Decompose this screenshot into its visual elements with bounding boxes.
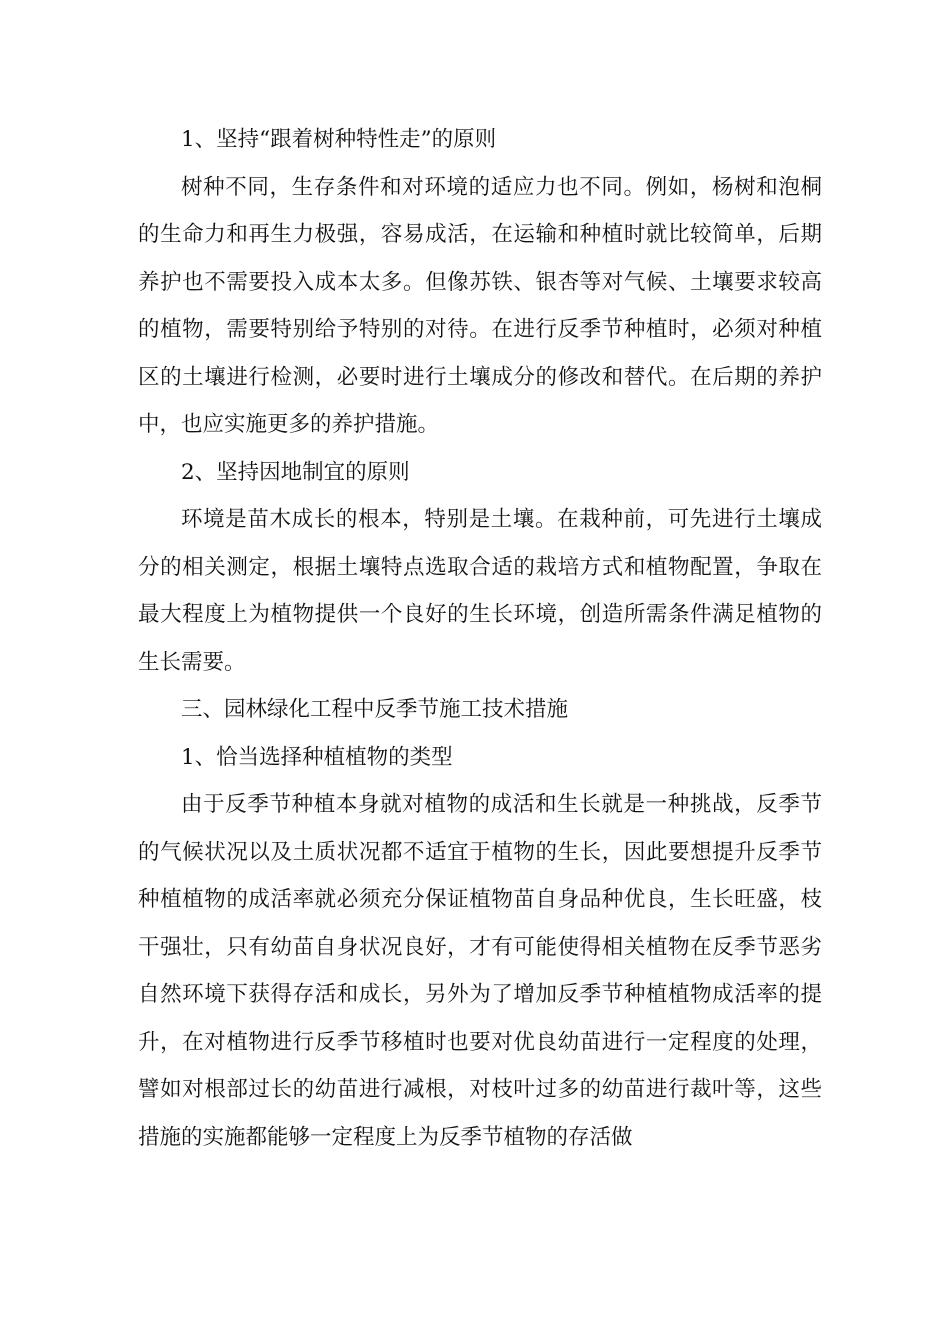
body-paragraph-1: 树种不同，生存条件和对环境的适应力也不同。例如，杨树和泡桐的生命力和再生力极强，容易成活，在运输和种植时就比较简单，后期养护也不需要投入成本太多。但像苏铁、银杏等对气候、土壤要求较高的植物，需要特别给予特别的对待。在进行反季节种植时，必须对种植区的土壤进行检测，必要时进行土壤成分的修改和替代。在后期的养护中，也应实施更多的养护措施。 [138,174,822,437]
section-heading-1: 1、坚持“跟着树种特性走”的原则 [181,127,497,152]
body-paragraph-2: 环境是苗木成长的根本，特别是土壤。在栽种前，可先进行土壤成分的相关测定，根据土壤特点选取合适的栽培方式和植物配置，争取在最大程度上为植物提供一个良好的生长环境，创造所需条件满足植物的生长需要。 [138,507,822,675]
body-paragraph-3: 由于反季节种植本身就对植物的成活和生长就是一种挑战，反季节的气候状况以及土质状况都不适宜于植物的生长，因此要想提升反季节种植植物的成活率就必须充分保证植物苗自身品种优良，生长旺盛，枝干强壮，只有幼苗自身状况良好，才有可能使得相关植物在反季节恶劣自然环境下获得存活和成长，另外为了增加反季节种植植物成活率的提升，在对植物进行反季节移植时也要对优良幼苗进行一定程度的处理，譬如对根部过长的幼苗进行减根，对枝叶过多的幼苗进行裁叶等，这些措施的实施都能够一定程度上为反季节植物的存活做 [138,792,822,1150]
chapter-heading-3: 三、园林绿化工程中反季节施工技术措施 [181,697,569,722]
section-heading-3-1: 1、恰当选择种植植物的类型 [181,744,453,770]
document-body [138,116,822,1161]
section-heading-2: 2、坚持因地制宜的原则 [181,459,410,485]
